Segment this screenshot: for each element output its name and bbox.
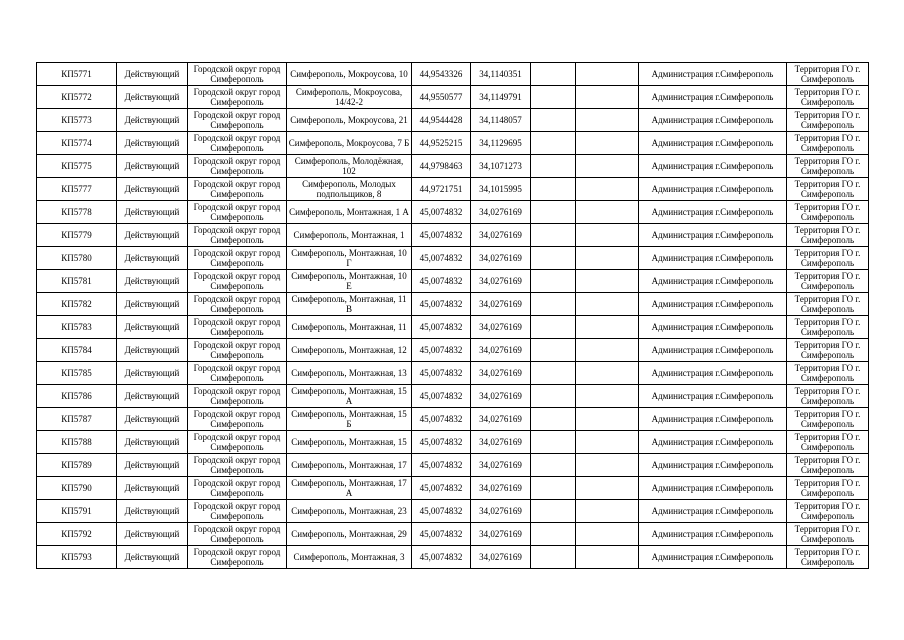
owner-cell: Администрация г.Симферополь — [639, 247, 787, 270]
empty-cell — [576, 132, 639, 155]
address-cell: Симферополь, Монтажная, 17 — [287, 454, 412, 477]
latitude-cell: 45,0074832 — [412, 454, 471, 477]
kp-code-cell: КП5793 — [37, 546, 117, 569]
owner-cell: Администрация г.Симферополь — [639, 408, 787, 431]
district-cell: Городской округ город Симферополь — [188, 293, 287, 316]
empty-cell — [576, 155, 639, 178]
kp-code-cell: КП5785 — [37, 362, 117, 385]
latitude-cell: 45,0074832 — [412, 247, 471, 270]
registry-table — [36, 62, 869, 569]
territory-cell: Территория ГО г. Симферополь — [787, 362, 869, 385]
territory-cell: Территория ГО г. Симферополь — [787, 109, 869, 132]
kp-code-cell: КП5774 — [37, 132, 117, 155]
territory-cell: Территория ГО г. Симферополь — [787, 201, 869, 224]
district-cell: Городской округ город Симферополь — [188, 454, 287, 477]
status-cell: Действующий — [117, 270, 188, 293]
kp-code-cell: КП5773 — [37, 109, 117, 132]
kp-code-cell: КП5778 — [37, 201, 117, 224]
longitude-cell: 34,0276169 — [471, 431, 531, 454]
kp-code-cell: КП5772 — [37, 86, 117, 109]
status-cell: Действующий — [117, 293, 188, 316]
empty-cell — [531, 63, 576, 86]
longitude-cell: 34,0276169 — [471, 270, 531, 293]
kp-code-cell: КП5777 — [37, 178, 117, 201]
kp-code-cell: КП5775 — [37, 155, 117, 178]
status-cell: Действующий — [117, 86, 188, 109]
kp-code-cell: КП5786 — [37, 385, 117, 408]
latitude-cell: 44,9544428 — [412, 109, 471, 132]
longitude-cell: 34,0276169 — [471, 293, 531, 316]
empty-cell — [576, 546, 639, 569]
owner-cell: Администрация г.Симферополь — [639, 431, 787, 454]
owner-cell: Администрация г.Симферополь — [639, 316, 787, 339]
territory-cell: Территория ГО г. Симферополь — [787, 523, 869, 546]
table-row — [37, 178, 869, 201]
owner-cell: Администрация г.Симферополь — [639, 270, 787, 293]
district-cell: Городской округ город Симферополь — [188, 546, 287, 569]
longitude-cell: 34,1071273 — [471, 155, 531, 178]
table-row — [37, 109, 869, 132]
kp-code-cell: КП5789 — [37, 454, 117, 477]
status-cell: Действующий — [117, 247, 188, 270]
address-cell: Симферополь, Монтажная, 29 — [287, 523, 412, 546]
territory-cell: Территория ГО г. Симферополь — [787, 408, 869, 431]
territory-cell: Территория ГО г. Симферополь — [787, 339, 869, 362]
empty-cell — [576, 178, 639, 201]
district-cell: Городской округ город Симферополь — [188, 362, 287, 385]
longitude-cell: 34,1149791 — [471, 86, 531, 109]
district-cell: Городской округ город Симферополь — [188, 477, 287, 500]
empty-cell — [576, 247, 639, 270]
territory-cell: Территория ГО г. Симферополь — [787, 546, 869, 569]
longitude-cell: 34,0276169 — [471, 500, 531, 523]
kp-code-cell: КП5783 — [37, 316, 117, 339]
territory-cell: Территория ГО г. Симферополь — [787, 293, 869, 316]
table-row — [37, 155, 869, 178]
table-row — [37, 316, 869, 339]
empty-cell — [576, 339, 639, 362]
latitude-cell: 45,0074832 — [412, 362, 471, 385]
empty-cell — [531, 339, 576, 362]
territory-cell: Территория ГО г. Симферополь — [787, 500, 869, 523]
latitude-cell: 45,0074832 — [412, 270, 471, 293]
longitude-cell: 34,0276169 — [471, 546, 531, 569]
empty-cell — [576, 454, 639, 477]
empty-cell — [576, 86, 639, 109]
table-row — [37, 132, 869, 155]
status-cell: Действующий — [117, 477, 188, 500]
status-cell: Действующий — [117, 109, 188, 132]
empty-cell — [531, 431, 576, 454]
latitude-cell: 45,0074832 — [412, 293, 471, 316]
latitude-cell: 45,0074832 — [412, 224, 471, 247]
status-cell: Действующий — [117, 316, 188, 339]
longitude-cell: 34,1129695 — [471, 132, 531, 155]
kp-code-cell: КП5791 — [37, 500, 117, 523]
territory-cell: Территория ГО г. Симферополь — [787, 431, 869, 454]
status-cell: Действующий — [117, 385, 188, 408]
status-cell: Действующий — [117, 362, 188, 385]
table-row — [37, 408, 869, 431]
longitude-cell: 34,0276169 — [471, 316, 531, 339]
empty-cell — [531, 247, 576, 270]
status-cell: Действующий — [117, 132, 188, 155]
latitude-cell: 44,9721751 — [412, 178, 471, 201]
latitude-cell: 44,9550577 — [412, 86, 471, 109]
address-cell: Симферополь, Монтажная, 12 — [287, 339, 412, 362]
latitude-cell: 45,0074832 — [412, 546, 471, 569]
longitude-cell: 34,0276169 — [471, 408, 531, 431]
longitude-cell: 34,0276169 — [471, 339, 531, 362]
latitude-cell: 45,0074832 — [412, 408, 471, 431]
empty-cell — [576, 63, 639, 86]
table-row — [37, 362, 869, 385]
status-cell: Действующий — [117, 339, 188, 362]
table-row — [37, 546, 869, 569]
owner-cell: Администрация г.Симферополь — [639, 178, 787, 201]
empty-cell — [531, 155, 576, 178]
empty-cell — [576, 109, 639, 132]
address-cell: Симферополь, Монтажная, 15 — [287, 431, 412, 454]
empty-cell — [531, 477, 576, 500]
empty-cell — [576, 431, 639, 454]
status-cell: Действующий — [117, 63, 188, 86]
address-cell: Симферополь, Мокроусова, 21 — [287, 109, 412, 132]
empty-cell — [576, 270, 639, 293]
district-cell: Городской округ город Симферополь — [188, 339, 287, 362]
empty-cell — [576, 224, 639, 247]
territory-cell: Территория ГО г. Симферополь — [787, 155, 869, 178]
empty-cell — [531, 316, 576, 339]
address-cell: Симферополь, Монтажная, 15 А — [287, 385, 412, 408]
kp-code-cell: КП5780 — [37, 247, 117, 270]
territory-cell: Территория ГО г. Симферополь — [787, 316, 869, 339]
territory-cell: Территория ГО г. Симферополь — [787, 224, 869, 247]
address-cell: Симферополь, Монтажная, 11 В — [287, 293, 412, 316]
owner-cell: Администрация г.Симферополь — [639, 477, 787, 500]
address-cell: Симферополь, Монтажная, 1 А — [287, 201, 412, 224]
latitude-cell: 45,0074832 — [412, 316, 471, 339]
latitude-cell: 45,0074832 — [412, 523, 471, 546]
empty-cell — [531, 270, 576, 293]
address-cell: Симферополь, Мокроусова, 7 Б — [287, 132, 412, 155]
empty-cell — [576, 385, 639, 408]
kp-code-cell: КП5790 — [37, 477, 117, 500]
district-cell: Городской округ город Симферополь — [188, 201, 287, 224]
status-cell: Действующий — [117, 431, 188, 454]
territory-cell: Территория ГО г. Симферополь — [787, 132, 869, 155]
empty-cell — [531, 293, 576, 316]
longitude-cell: 34,1140351 — [471, 63, 531, 86]
empty-cell — [576, 293, 639, 316]
kp-code-cell: КП5784 — [37, 339, 117, 362]
territory-cell: Территория ГО г. Симферополь — [787, 178, 869, 201]
longitude-cell: 34,0276169 — [471, 362, 531, 385]
address-cell: Симферополь, Монтажная, 15 Б — [287, 408, 412, 431]
territory-cell: Территория ГО г. Симферополь — [787, 454, 869, 477]
latitude-cell: 45,0074832 — [412, 477, 471, 500]
empty-cell — [531, 500, 576, 523]
owner-cell: Администрация г.Симферополь — [639, 385, 787, 408]
empty-cell — [576, 201, 639, 224]
territory-cell: Территория ГО г. Симферополь — [787, 63, 869, 86]
empty-cell — [531, 362, 576, 385]
longitude-cell: 34,0276169 — [471, 224, 531, 247]
empty-cell — [531, 86, 576, 109]
owner-cell: Администрация г.Симферополь — [639, 293, 787, 316]
territory-cell: Территория ГО г. Симферополь — [787, 385, 869, 408]
empty-cell — [531, 201, 576, 224]
district-cell: Городской округ город Симферополь — [188, 500, 287, 523]
address-cell: Симферополь, Монтажная, 23 — [287, 500, 412, 523]
address-cell: Симферополь, Мокроусова, 14/42-2 — [287, 86, 412, 109]
empty-cell — [531, 454, 576, 477]
table-row — [37, 500, 869, 523]
latitude-cell: 44,9798463 — [412, 155, 471, 178]
table-row — [37, 247, 869, 270]
owner-cell: Администрация г.Симферополь — [639, 132, 787, 155]
longitude-cell: 34,1015995 — [471, 178, 531, 201]
address-cell: Симферополь, Молодых подпольщиков, 8 — [287, 178, 412, 201]
longitude-cell: 34,0276169 — [471, 454, 531, 477]
district-cell: Городской округ город Симферополь — [188, 86, 287, 109]
owner-cell: Администрация г.Симферополь — [639, 362, 787, 385]
table-body — [37, 63, 869, 569]
owner-cell: Администрация г.Симферополь — [639, 546, 787, 569]
owner-cell: Администрация г.Симферополь — [639, 86, 787, 109]
address-cell: Симферополь, Монтажная, 1 — [287, 224, 412, 247]
empty-cell — [576, 408, 639, 431]
district-cell: Городской округ город Симферополь — [188, 523, 287, 546]
district-cell: Городской округ город Симферополь — [188, 408, 287, 431]
kp-code-cell: КП5792 — [37, 523, 117, 546]
table-row — [37, 477, 869, 500]
empty-cell — [576, 477, 639, 500]
district-cell: Городской округ город Симферополь — [188, 109, 287, 132]
status-cell: Действующий — [117, 201, 188, 224]
address-cell: Симферополь, Мокроусова, 10 — [287, 63, 412, 86]
owner-cell: Администрация г.Симферополь — [639, 63, 787, 86]
table-row — [37, 454, 869, 477]
status-cell: Действующий — [117, 454, 188, 477]
longitude-cell: 34,0276169 — [471, 247, 531, 270]
owner-cell: Администрация г.Симферополь — [639, 224, 787, 247]
empty-cell — [531, 523, 576, 546]
longitude-cell: 34,1148057 — [471, 109, 531, 132]
latitude-cell: 44,9543326 — [412, 63, 471, 86]
longitude-cell: 34,0276169 — [471, 385, 531, 408]
status-cell: Действующий — [117, 408, 188, 431]
owner-cell: Администрация г.Симферополь — [639, 523, 787, 546]
address-cell: Симферополь, Монтажная, 11 — [287, 316, 412, 339]
owner-cell: Администрация г.Симферополь — [639, 454, 787, 477]
table-row — [37, 63, 869, 86]
empty-cell — [576, 523, 639, 546]
district-cell: Городской округ город Симферополь — [188, 431, 287, 454]
kp-code-cell: КП5781 — [37, 270, 117, 293]
address-cell: Симферополь, Монтажная, 17 А — [287, 477, 412, 500]
kp-code-cell: КП5782 — [37, 293, 117, 316]
address-cell: Симферополь, Монтажная, 10 Г — [287, 247, 412, 270]
latitude-cell: 45,0074832 — [412, 500, 471, 523]
territory-cell: Территория ГО г. Симферополь — [787, 86, 869, 109]
table-row — [37, 201, 869, 224]
empty-cell — [531, 132, 576, 155]
territory-cell: Территория ГО г. Симферополь — [787, 477, 869, 500]
owner-cell: Администрация г.Симферополь — [639, 500, 787, 523]
territory-cell: Территория ГО г. Симферополь — [787, 270, 869, 293]
district-cell: Городской округ город Симферополь — [188, 247, 287, 270]
table-row — [37, 86, 869, 109]
kp-code-cell: КП5787 — [37, 408, 117, 431]
table-row — [37, 431, 869, 454]
address-cell: Симферополь, Монтажная, 3 — [287, 546, 412, 569]
empty-cell — [531, 385, 576, 408]
district-cell: Городской округ город Симферополь — [188, 270, 287, 293]
status-cell: Действующий — [117, 500, 188, 523]
district-cell: Городской округ город Симферополь — [188, 155, 287, 178]
address-cell: Симферополь, Монтажная, 10 Е — [287, 270, 412, 293]
table-row — [37, 385, 869, 408]
status-cell: Действующий — [117, 546, 188, 569]
latitude-cell: 44,9525215 — [412, 132, 471, 155]
district-cell: Городской округ город Симферополь — [188, 132, 287, 155]
address-cell: Симферополь, Молодёжная, 102 — [287, 155, 412, 178]
owner-cell: Администрация г.Симферополь — [639, 339, 787, 362]
district-cell: Городской округ город Симферополь — [188, 385, 287, 408]
empty-cell — [576, 500, 639, 523]
table-row — [37, 523, 869, 546]
latitude-cell: 45,0074832 — [412, 385, 471, 408]
owner-cell: Администрация г.Симферополь — [639, 201, 787, 224]
empty-cell — [531, 224, 576, 247]
empty-cell — [531, 408, 576, 431]
empty-cell — [531, 109, 576, 132]
table-row — [37, 224, 869, 247]
status-cell: Действующий — [117, 224, 188, 247]
empty-cell — [531, 546, 576, 569]
latitude-cell: 45,0074832 — [412, 201, 471, 224]
longitude-cell: 34,0276169 — [471, 201, 531, 224]
status-cell: Действующий — [117, 178, 188, 201]
kp-code-cell: КП5788 — [37, 431, 117, 454]
latitude-cell: 45,0074832 — [412, 339, 471, 362]
longitude-cell: 34,0276169 — [471, 523, 531, 546]
address-cell: Симферополь, Монтажная, 13 — [287, 362, 412, 385]
territory-cell: Территория ГО г. Симферополь — [787, 247, 869, 270]
table-row — [37, 270, 869, 293]
owner-cell: Администрация г.Симферополь — [639, 155, 787, 178]
status-cell: Действующий — [117, 523, 188, 546]
table-row — [37, 339, 869, 362]
longitude-cell: 34,0276169 — [471, 477, 531, 500]
empty-cell — [576, 362, 639, 385]
district-cell: Городской округ город Симферополь — [188, 63, 287, 86]
latitude-cell: 45,0074832 — [412, 431, 471, 454]
kp-code-cell: КП5779 — [37, 224, 117, 247]
owner-cell: Администрация г.Симферополь — [639, 109, 787, 132]
empty-cell — [576, 316, 639, 339]
table-row — [37, 293, 869, 316]
status-cell: Действующий — [117, 155, 188, 178]
district-cell: Городской округ город Симферополь — [188, 178, 287, 201]
district-cell: Городской округ город Симферополь — [188, 316, 287, 339]
empty-cell — [531, 178, 576, 201]
kp-code-cell: КП5771 — [37, 63, 117, 86]
district-cell: Городской округ город Симферополь — [188, 224, 287, 247]
